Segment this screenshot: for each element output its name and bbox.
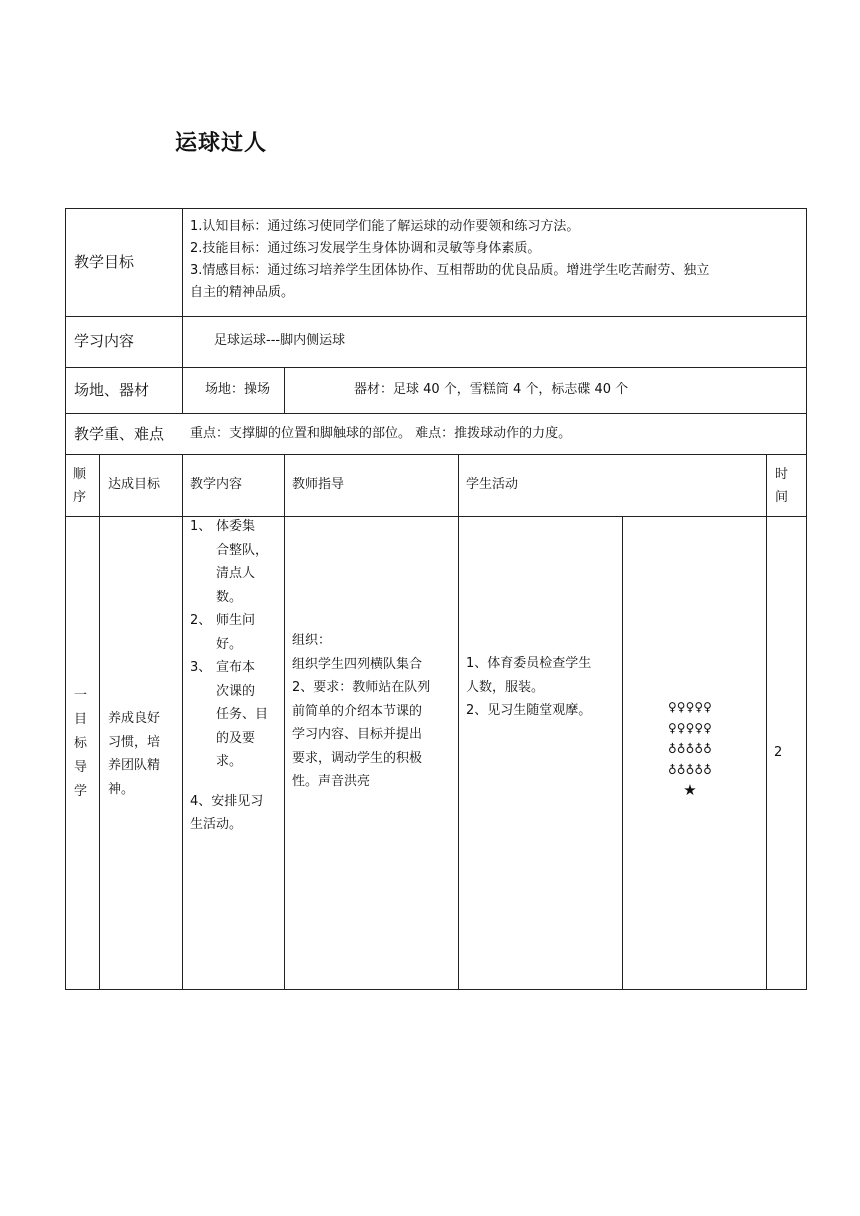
objective-item: 自主的精神品质。 bbox=[190, 285, 295, 300]
formation-row: ♁♁♁♁♁ bbox=[668, 763, 712, 777]
content-item: 2、 师生问 好。 bbox=[190, 613, 256, 652]
content-item: 1、 体委集 合整队， 清点人 数。 bbox=[190, 519, 269, 605]
header-student: 学生活动 bbox=[466, 477, 519, 492]
row1-order: 一 目 标 导 学 bbox=[74, 688, 88, 799]
header-time: 时 间 bbox=[775, 467, 789, 505]
objective-item: 3.情感目标：通过练习培养学生团体协作、互相帮助的优良品质。增进学生吃苦耐劳、独立 bbox=[190, 263, 710, 278]
star-icon: ★ bbox=[683, 781, 697, 799]
objectives-list bbox=[190, 216, 802, 304]
formation-row: ♁♁♁♁♁ bbox=[668, 742, 712, 756]
venue-label: 场地、器材 bbox=[74, 381, 150, 399]
venue-site: 场地：操场 bbox=[205, 382, 271, 397]
row1-teacher: 组织： 组织学生四列横队集合 2、要求：教师站在队列 前简单的介绍本节课的 学习内容、目标并提出 要求，调动学生的积极 性。声音洪亮 bbox=[292, 633, 431, 789]
objective-item: 2.技能目标：通过练习发展学生身体协调和灵敏等身体素质。 bbox=[190, 241, 541, 256]
content-item: 4、安排见习 生活动。 bbox=[190, 793, 264, 832]
row1-time: 2 bbox=[774, 745, 783, 760]
keypoints-value: 重点：支撑脚的位置和脚触球的部位。 难点：推拨球动作的力度。 bbox=[190, 426, 572, 441]
formation-diagram bbox=[640, 697, 740, 799]
venue-equipment: 器材：足球 40 个，雪糕筒 4 个，标志碟 40 个 bbox=[354, 382, 629, 397]
row1-content bbox=[190, 515, 282, 837]
row1-student: 1、体育委员检查学生 人数，服装。 2、见习生随堂观摩。 bbox=[466, 656, 592, 718]
objective-item: 1.认知目标：通过练习使同学们能了解运球的动作要领和练习方法。 bbox=[190, 219, 580, 234]
header-order: 顺 序 bbox=[73, 467, 87, 505]
content-item: 3、 宣布本 次课的 任务、目 的及要 求。 bbox=[190, 660, 269, 769]
formation-row: ♀♀♀♀♀ bbox=[668, 700, 712, 714]
content-label: 学习内容 bbox=[74, 332, 135, 350]
header-goal: 达成目标 bbox=[108, 477, 161, 492]
content-value: 足球运球---脚内侧运球 bbox=[214, 333, 346, 348]
header-teacher: 教师指导 bbox=[292, 477, 345, 492]
row1-goal: 养成良好 习惯，培 养团队精 神。 bbox=[108, 711, 161, 797]
formation-row: ♀♀♀♀♀ bbox=[668, 721, 712, 735]
objectives-label: 教学目标 bbox=[74, 253, 135, 271]
page-title: 运球过人 bbox=[175, 131, 268, 156]
header-content: 教学内容 bbox=[190, 477, 243, 492]
keypoints-label: 教学重、难点 bbox=[74, 425, 165, 443]
